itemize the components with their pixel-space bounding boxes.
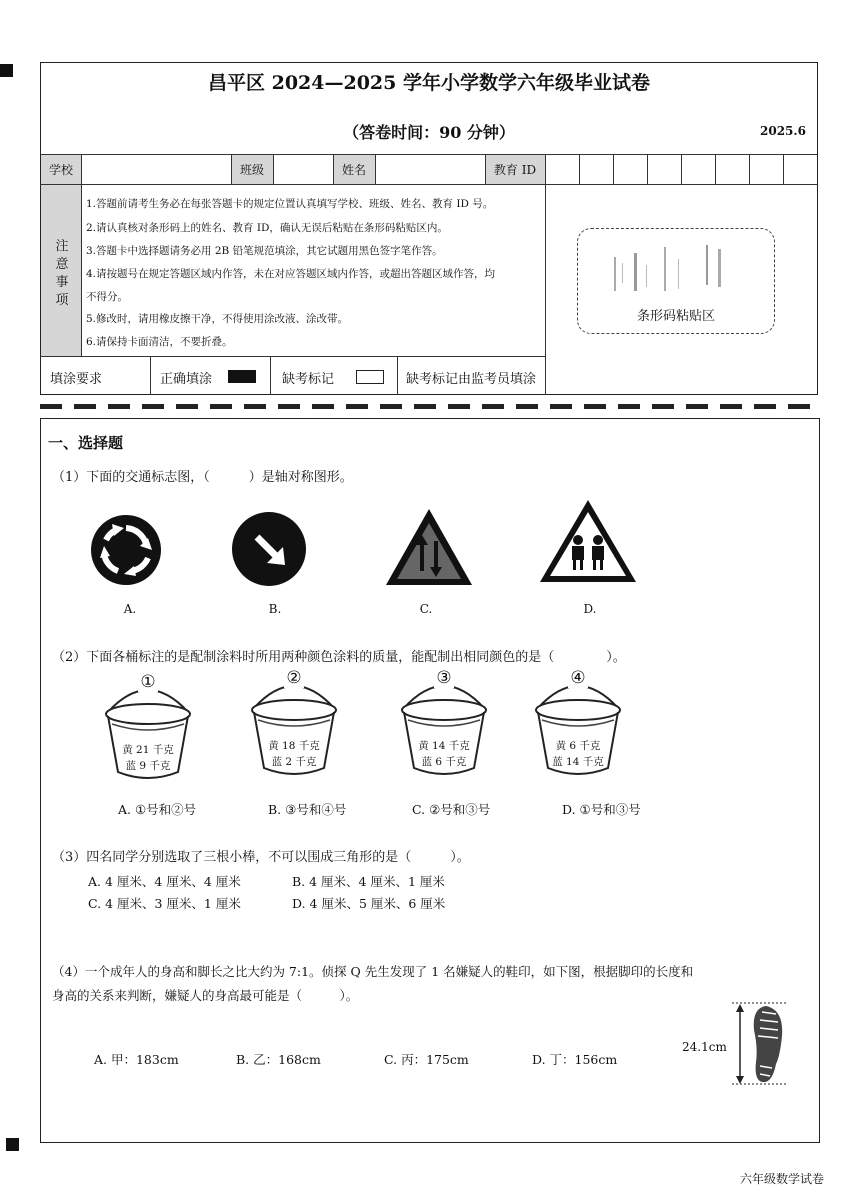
school-field[interactable]	[81, 155, 231, 184]
notes-label	[52, 238, 72, 310]
note-item: 4.请按题号在规定答题区域内作答，未在对应答题区域内作答，或超出答题区域作答，均	[86, 268, 496, 280]
q4-option-c: C. 丙：175cm	[384, 1052, 469, 1067]
footprint-icon	[732, 1000, 788, 1088]
note-item: 2.请认真核对条形码上的姓名、教育 ID，确认无误后粘贴在条形码粘贴区内。	[86, 222, 448, 234]
q2-option-b: B. ③号和④号	[268, 802, 347, 817]
bucket-number: ②	[284, 668, 304, 688]
bucket-3	[396, 668, 492, 780]
note-item: 5.修改时，请用橡皮擦干净，不得使用涂改液、涂改带。	[86, 313, 349, 325]
bucket-number: ①	[138, 672, 158, 692]
barcode-placeholder-icon	[606, 243, 746, 303]
roundabout-sign-icon	[90, 514, 162, 586]
cut-line	[40, 404, 818, 409]
note-item: 6.请保持卡面清洁，不要折叠。	[86, 336, 233, 348]
divider	[231, 155, 232, 184]
correct-fill-label: 正确填涂	[160, 372, 213, 387]
q3-option-c: C. 4 厘米、3 厘米、1 厘米	[88, 896, 241, 911]
notes-label-char: 注	[55, 239, 69, 254]
bucket-2	[246, 668, 342, 780]
notes-label-char: 意	[55, 257, 69, 272]
q1-option-a: A.	[123, 602, 137, 616]
notes-label-char: 项	[55, 293, 69, 308]
note-item: 不得分。	[86, 291, 128, 303]
registration-mark-bottom	[6, 1138, 19, 1151]
exam-date: 2025.6	[760, 124, 806, 138]
two-way-traffic-sign-icon	[384, 507, 474, 587]
note-item: 3.答题卡中选择题请务必用 2B 铅笔规范填涂，其它试题用黑色签字笔作答。	[86, 245, 443, 257]
absent-mark-box[interactable]	[356, 370, 384, 384]
note-item: 1.答题前请考生务必在每张答题卡的规定位置认真填写学校、班级、姓名、教育 ID 号。	[86, 198, 494, 210]
q2-option-c: C. ②号和③号	[412, 802, 491, 817]
divider	[545, 184, 546, 395]
divider	[81, 184, 82, 356]
edu-id-box[interactable]	[545, 155, 546, 184]
question-1-text: （1）下面的交通标志图，（ ）是轴对称图形。	[52, 470, 353, 485]
edu-id-label: 教育 ID	[485, 155, 545, 184]
edu-id-box[interactable]	[647, 155, 648, 184]
divider	[40, 356, 545, 357]
divider	[81, 155, 82, 184]
absent-mark-note: 缺考标记由监考员填涂	[406, 372, 537, 387]
q3-option-d: D. 4 厘米、5 厘米、6 厘米	[292, 896, 446, 911]
class-label: 班级	[231, 155, 273, 184]
q1-option-c: C.	[419, 602, 433, 616]
barcode-label: 条形码粘贴区	[636, 309, 715, 324]
question-3-text: （3）四名同学分别选取了三根小棒，不可以围成三角形的是（ ）。	[52, 850, 470, 865]
bucket-1	[100, 672, 196, 784]
bucket-blue: 蓝 6 千克	[421, 756, 467, 768]
page-footer: 六年级数学试卷	[740, 1172, 825, 1186]
edu-id-box[interactable]	[681, 155, 682, 184]
question-4-text-line2: 身高的关系来判断，嫌疑人的身高最可能是（ ）。	[52, 988, 359, 1003]
notes-label-char: 事	[55, 275, 69, 290]
footprint-length-label: 24.1cm	[682, 1040, 727, 1054]
name-label: 姓名	[333, 155, 375, 184]
q4-option-b: B. 乙：168cm	[236, 1052, 321, 1067]
section-title: 一、选择题	[48, 434, 124, 452]
divider	[485, 155, 486, 184]
bucket-yellow: 黄 6 千克	[555, 740, 601, 752]
absent-mark-label: 缺考标记	[282, 372, 335, 387]
barcode-paste-area[interactable]	[577, 228, 775, 334]
children-crossing-sign-icon	[538, 498, 638, 584]
fill-req-label: 填涂要求	[50, 372, 103, 387]
school-label: 学校	[41, 155, 81, 184]
q3-option-b: B. 4 厘米、4 厘米、1 厘米	[292, 874, 445, 889]
q2-option-a: A. ①号和②号	[118, 802, 197, 817]
question-2-text: （2）下面各桶标注的是配制涂料时所用两种颜色涂料的质量，能配制出相同颜色的是（ ）。	[52, 650, 626, 665]
q2-option-d: D. ①号和③号	[562, 802, 641, 817]
name-field[interactable]	[375, 155, 485, 184]
registration-mark-top	[0, 64, 13, 77]
bucket-blue: 蓝 9 千克	[125, 760, 171, 772]
q4-option-d: D. 丁：156cm	[532, 1052, 618, 1067]
divider	[150, 356, 151, 395]
class-field[interactable]	[273, 155, 333, 184]
edu-id-box[interactable]	[715, 155, 716, 184]
q4-option-a: A. 甲：183cm	[94, 1052, 179, 1067]
q3-option-a: A. 4 厘米、4 厘米、4 厘米	[88, 874, 241, 889]
correct-fill-sample	[228, 370, 256, 383]
bucket-blue: 蓝 14 千克	[552, 756, 604, 768]
exam-subtitle: （答卷时间：90 分钟）	[343, 123, 515, 142]
bucket-blue: 蓝 2 千克	[271, 756, 317, 768]
edu-id-box[interactable]	[749, 155, 750, 184]
edu-id-box[interactable]	[613, 155, 614, 184]
edu-id-box[interactable]	[783, 155, 784, 184]
arrow-sign-icon	[231, 511, 307, 587]
bucket-yellow: 黄 18 千克	[268, 740, 320, 752]
question-4-text-line1: （4）一个成年人的身高和脚长之比大约为 7:1。侦探 Q 先生发现了 1 名嫌疑人的鞋印，如下图，根据脚印的长度和	[52, 964, 694, 979]
bucket-4	[530, 668, 626, 780]
bucket-yellow: 黄 21 千克	[122, 744, 174, 756]
divider	[40, 184, 818, 185]
divider	[375, 155, 376, 184]
divider	[333, 155, 334, 184]
bucket-number: ④	[568, 668, 588, 688]
bucket-number: ③	[434, 668, 454, 688]
edu-id-box[interactable]	[579, 155, 580, 184]
divider	[397, 356, 398, 395]
divider	[270, 356, 271, 395]
divider	[273, 155, 274, 184]
exam-title: 昌平区 2024—2025 学年小学数学六年级毕业试卷	[208, 72, 650, 94]
bucket-yellow: 黄 14 千克	[418, 740, 470, 752]
q1-option-d: D.	[583, 602, 597, 616]
q1-option-b: B.	[268, 602, 282, 616]
